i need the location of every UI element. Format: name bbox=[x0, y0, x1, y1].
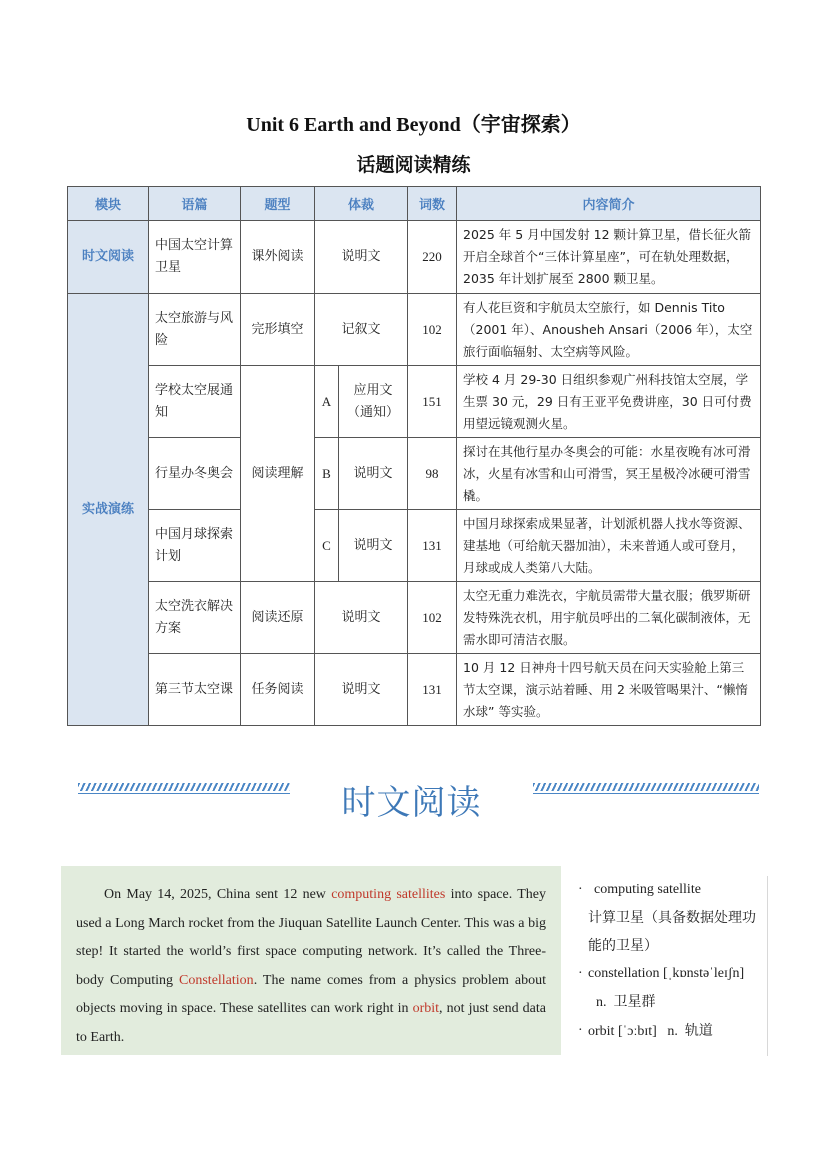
glossary-pos: n. bbox=[596, 995, 607, 1010]
passage-text: On May 14, 2025, China sent 12 new bbox=[104, 887, 332, 902]
type-cell: 阅读还原 bbox=[241, 582, 315, 654]
banner-decoration-left bbox=[78, 783, 290, 791]
vocabulary-glossary bbox=[578, 876, 768, 1056]
passage-cell: 第三节太空课 bbox=[149, 654, 241, 726]
highlight-term: Constellation bbox=[179, 972, 254, 988]
table-header-row bbox=[68, 187, 761, 221]
table-row bbox=[68, 294, 761, 366]
words-cell: 102 bbox=[408, 294, 457, 366]
module-cell: 时文阅读 bbox=[68, 221, 149, 294]
passage-cell: 中国月球探索计划 bbox=[149, 510, 241, 582]
glossary-term: computing satellite bbox=[594, 882, 701, 897]
passage-text: into space. They used a Long March rocket from the Jiuquan Satellite Launch Center. This was a big step! It started the world’s first space computing network. It’s called the Three-body Computing bbox=[76, 887, 546, 988]
glossary-item bbox=[578, 1017, 767, 1046]
highlight-term: computing satellites bbox=[331, 887, 446, 902]
glossary-pos: n. bbox=[667, 1024, 678, 1039]
table-row bbox=[68, 438, 761, 510]
summary-cell: 有人花巨资和宇航员太空旅行，如 Dennis Tito（2001 年）、Anousheh Ansari（2006 年），太空旅行面临辐射、太空病等风险。 bbox=[457, 294, 761, 366]
type-cell: 课外阅读 bbox=[241, 221, 315, 294]
header-passage: 语篇 bbox=[149, 187, 241, 221]
module-cell: 实战演练 bbox=[68, 294, 149, 726]
table-row bbox=[68, 582, 761, 654]
words-cell: 102 bbox=[408, 582, 457, 654]
header-module: 模块 bbox=[68, 187, 149, 221]
reading-passage bbox=[61, 866, 561, 1055]
summary-cell: 中国月球探索成果显著，计划派机器人找水等资源、建基地（可给航天器加油），未来普通人或可登月，月球或成人类第八大陆。 bbox=[457, 510, 761, 582]
header-summary: 内容简介 bbox=[457, 187, 761, 221]
genre-cell: 说明文 bbox=[315, 582, 408, 654]
passage-text: , not just send data to Earth. bbox=[76, 1001, 546, 1045]
table-row bbox=[68, 366, 761, 438]
overview-table bbox=[67, 186, 761, 726]
summary-cell: 学校 4 月 29-30 日组织参观广州科技馆太空展，学生票 30 元，29 日有王亚平免费讲座，30 日可付费用望远镜观测火星。 bbox=[457, 366, 761, 438]
genre-cell: 应用文（通知） bbox=[339, 366, 408, 438]
passage-cell: 行星办冬奥会 bbox=[149, 438, 241, 510]
letter-cell: A bbox=[315, 366, 339, 438]
glossary-meaning: 卫星群 bbox=[613, 994, 656, 1010]
passage-cell: 太空洗衣解决方案 bbox=[149, 582, 241, 654]
passage-cell: 太空旅游与风险 bbox=[149, 294, 241, 366]
letter-cell: C bbox=[315, 510, 339, 582]
header-genre: 体裁 bbox=[315, 187, 408, 221]
summary-cell: 太空无重力难洗衣，宇航员需带大量衣服；俄罗斯研发特殊洗衣机，用宇航员呼出的二氧化碳制液体，无需水即可清洁衣服。 bbox=[457, 582, 761, 654]
type-cell: 完形填空 bbox=[241, 294, 315, 366]
type-cell: 阅读理解 bbox=[241, 366, 315, 582]
section-title: 时文阅读 bbox=[341, 783, 482, 823]
words-cell: 131 bbox=[408, 654, 457, 726]
document-subtitle: 话题阅读精练 bbox=[356, 154, 471, 176]
genre-cell: 说明文 bbox=[339, 438, 408, 510]
words-cell: 220 bbox=[408, 221, 457, 294]
type-cell: 任务阅读 bbox=[241, 654, 315, 726]
document-title: Unit 6 Earth and Beyond（宇宙探索） bbox=[246, 114, 581, 136]
genre-cell: 说明文 bbox=[339, 510, 408, 582]
glossary-item bbox=[578, 876, 767, 960]
letter-cell: B bbox=[315, 438, 339, 510]
bullet: · bbox=[578, 882, 583, 897]
genre-cell: 说明文 bbox=[315, 221, 408, 294]
glossary-meaning: 计算卫星（具备数据处理功能的卫星） bbox=[588, 910, 756, 954]
highlight-term: orbit bbox=[412, 1001, 440, 1017]
header-words: 词数 bbox=[408, 187, 457, 221]
glossary-term: constellation [ˌkɒnstəˈleɪʃn] bbox=[588, 966, 745, 981]
passage-cell: 中国太空计算卫星 bbox=[149, 221, 241, 294]
bullet: · bbox=[578, 966, 583, 981]
glossary-item bbox=[578, 960, 767, 1017]
table-row bbox=[68, 221, 761, 294]
banner-decoration-right bbox=[533, 783, 759, 791]
passage-cell: 学校太空展通知 bbox=[149, 366, 241, 438]
words-cell: 151 bbox=[408, 366, 457, 438]
words-cell: 98 bbox=[408, 438, 457, 510]
header-type: 题型 bbox=[241, 187, 315, 221]
genre-cell: 说明文 bbox=[315, 654, 408, 726]
glossary-term: orbit [ˈɔːbɪt] bbox=[588, 1024, 657, 1039]
passage-text: . The name comes from a physics problem about objects moving in space. These satellites can work right in bbox=[76, 972, 546, 1017]
genre-cell: 记叙文 bbox=[315, 294, 408, 366]
bullet: · bbox=[578, 1023, 583, 1038]
summary-cell: 2025 年 5 月中国发射 12 颗计算卫星，借长征火箭开启全球首个“三体计算星座”，可在轨处理数据，2035 年计划扩展至 2800 颗卫星。 bbox=[457, 221, 761, 294]
glossary-meaning: 轨道 bbox=[684, 1023, 713, 1039]
table-row bbox=[68, 654, 761, 726]
summary-cell: 10 月 12 日神舟十四号航天员在问天实验舱上第三节太空课，演示站着睡、用 2 米吸管喝果汁、“懒惰水球” 等实验。 bbox=[457, 654, 761, 726]
summary-cell: 探讨在其他行星办冬奥会的可能：水星夜晚有冰可滑冰，火星有冰雪和山可滑雪，冥王星极冷冰硬可滑雪橇。 bbox=[457, 438, 761, 510]
table-row bbox=[68, 510, 761, 582]
words-cell: 131 bbox=[408, 510, 457, 582]
